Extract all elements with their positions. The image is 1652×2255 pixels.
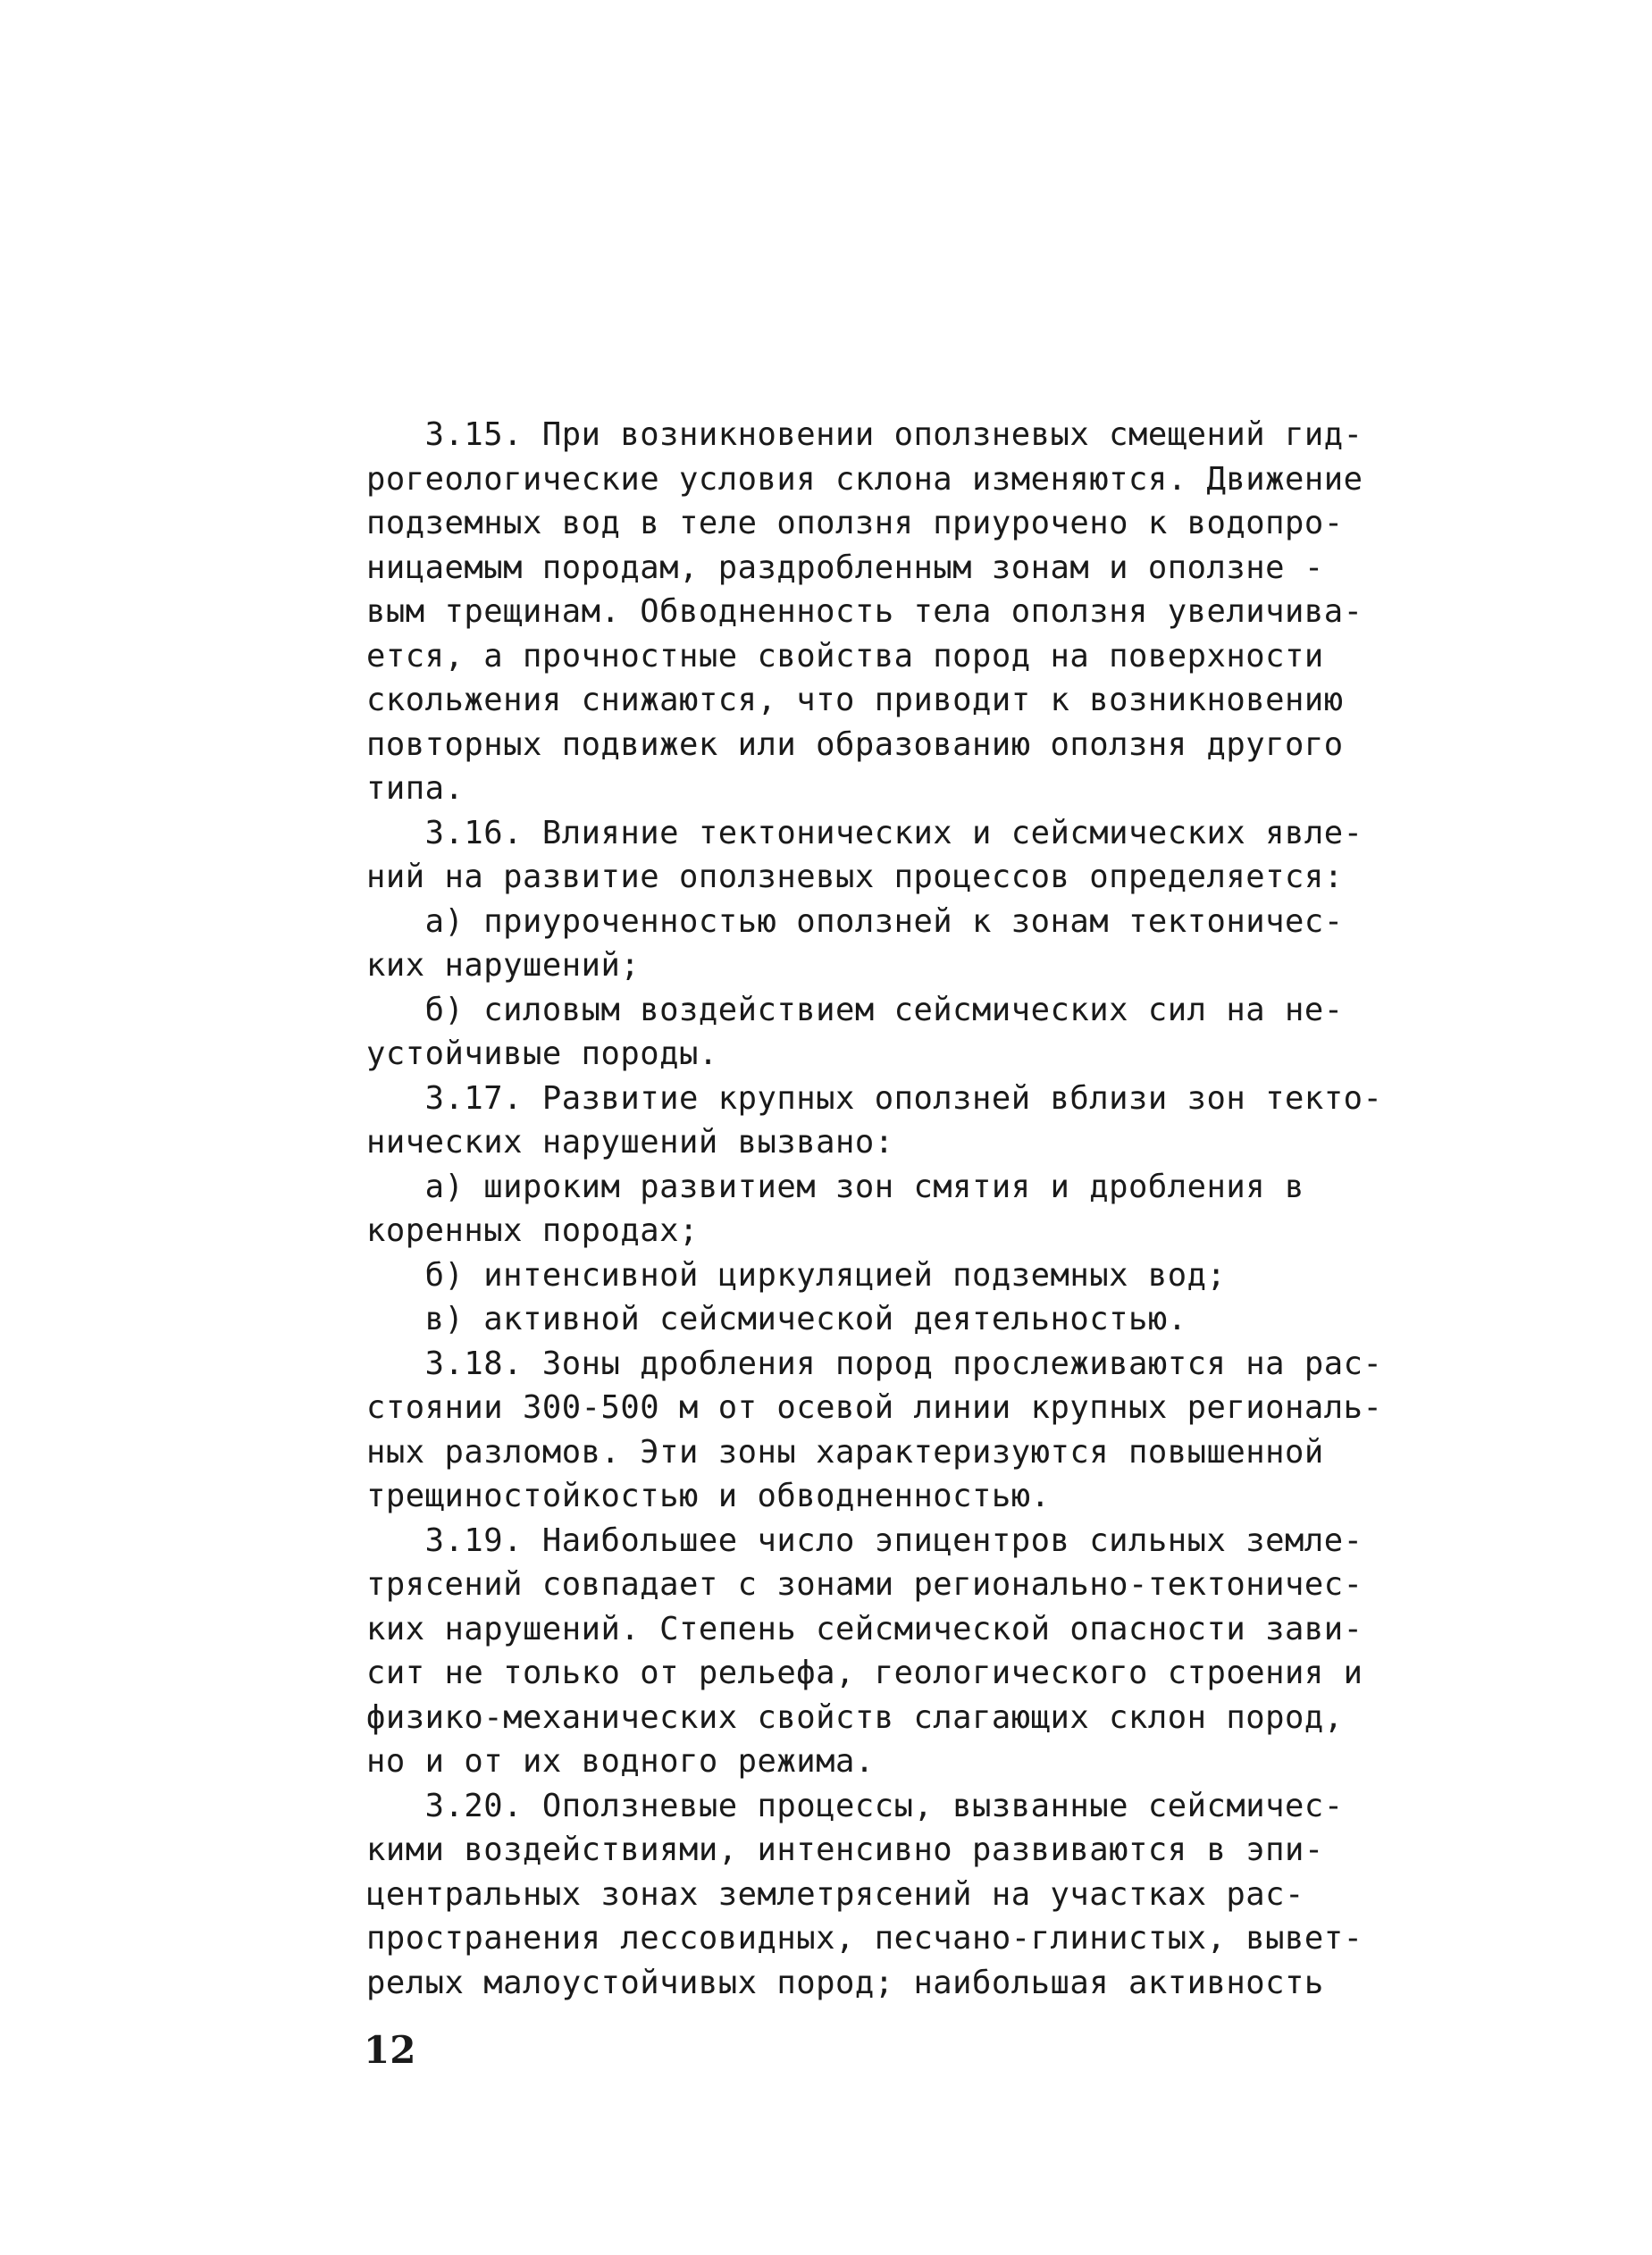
text-line: рогеологические условия склона изменяются. Движение xyxy=(366,460,1363,498)
text-line: 3.18. Зоны дробления пород прослеживаются на рас- xyxy=(366,1345,1383,1382)
text-line: типа. xyxy=(366,770,465,807)
text-line: ется, а прочностные свойства пород на поверхности xyxy=(366,637,1324,675)
text-line: нических нарушений вызвано: xyxy=(366,1124,894,1161)
text-line: релых малоустойчивых пород; наибольшая активность xyxy=(366,1964,1324,2001)
text-line: устойчивые породы. xyxy=(366,1035,718,1072)
text-line: б) интенсивной циркуляцией подземных вод; xyxy=(366,1256,1227,1294)
text-line: скольжения снижаются, что приводит к возникновению xyxy=(366,682,1344,718)
text-line: центральных зонах землетрясений на участках рас- xyxy=(366,1875,1304,1913)
text-line: подземных вод в теле оползня приурочено к водопро- xyxy=(366,505,1344,541)
text-line: кими воздействиями, интенсивно развиваются в эпи- xyxy=(366,1832,1324,1868)
page-number: 12 xyxy=(364,2028,416,2072)
text-line: ких нарушений. Степень сейсмической опасности зави- xyxy=(366,1610,1363,1647)
text-line: 3.17. Развитие крупных оползней вблизи зон текто- xyxy=(366,1079,1383,1117)
text-line: ний на развитие оползневых процессов определяется: xyxy=(366,859,1344,895)
text-line: а) широким развитием зон смятия и дробления в xyxy=(366,1168,1304,1205)
text-line: стоянии 300-500 м от осевой линии крупных региональ- xyxy=(366,1389,1383,1426)
body-text xyxy=(366,413,1474,2005)
text-line: трясений совпадает с зонами регионально-тектоничес- xyxy=(366,1566,1363,1603)
text-line: ницаемым породам, раздробленным зонам и оползне - xyxy=(366,549,1324,586)
text-line: но и от их водного режима. xyxy=(366,1743,875,1780)
text-line: вым трещинам. Обводненность тела оползня увеличива- xyxy=(366,593,1363,630)
text-line: сит не только от рельефа, геологического строения и xyxy=(366,1655,1363,1691)
text-line: 3.19. Наибольшее число эпицентров сильных земле- xyxy=(366,1521,1363,1559)
text-line: пространения лессовидных, песчано-глинистых, вывет- xyxy=(366,1920,1363,1957)
text-line: а) приуроченностью оползней к зонам тектоничес- xyxy=(366,902,1344,940)
text-line: коренных породах; xyxy=(366,1212,699,1249)
text-line: 3.20. Оползневые процессы, вызванные сейсмичес- xyxy=(366,1787,1344,1824)
text-line: ных разломов. Эти зоны характеризуются повышенной xyxy=(366,1433,1324,1471)
text-line: 3.15. При возникновении оползневых смещений гид- xyxy=(366,416,1363,453)
text-line: ких нарушений; xyxy=(366,947,641,984)
text-line: в) активной сейсмической деятельностью. xyxy=(366,1301,1187,1337)
text-line: трещиностойкостью и обводненностью. xyxy=(366,1478,1051,1514)
text-line: б) силовым воздействием сейсмических сил на не- xyxy=(366,991,1344,1028)
text-line: физико-механических свойств слагающих склон пород, xyxy=(366,1698,1344,1736)
text-line: 3.16. Влияние тектонических и сейсмических явле- xyxy=(366,814,1363,851)
text-line: повторных подвижек или образованию оползня другого xyxy=(366,725,1344,763)
